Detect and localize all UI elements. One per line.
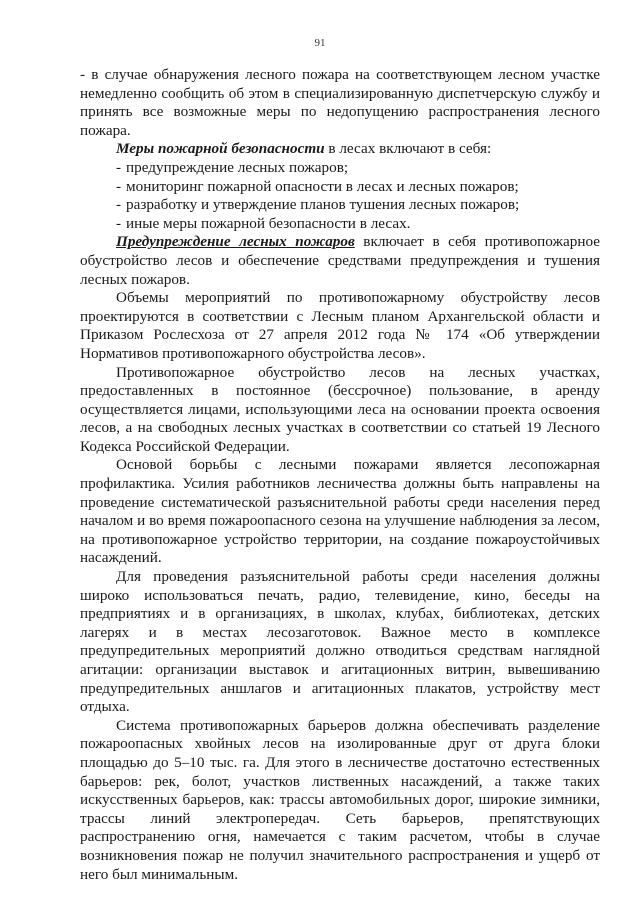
list-item-text: разработку и утверждение планов тушения лесных пожаров; (126, 196, 520, 214)
intro-dash: - (80, 66, 86, 83)
paragraph: Для проведения разъяснительной работы среди населения должны широко использоваться печать, радио, телевидение, кино, беседы на предприятиях и в организациях, в школах, клубах, библиотеках, детских лагерях и в местах лесозаготовок. Важное место в комплексе предупредительных мероприятий должно отводиться средствам наглядной агитации: организации выставок и агитационных витрин, вывешиванию предупредительных аншлагов и агитационных плакатов, устройству мест отдыха. (80, 568, 600, 716)
prevention-title: Предупреждение лесных пожаров (116, 233, 355, 251)
list-item-text: иные меры пожарной безопасности в лесах. (126, 214, 411, 232)
list-item-text: предупреждение лесных пожаров; (126, 158, 349, 176)
list-item (80, 215, 600, 234)
prevention-paragraph (80, 233, 600, 289)
list-dash: - (116, 214, 122, 232)
measures-title: Меры пожарной безопасности (116, 140, 325, 158)
page-number: 91 (314, 37, 326, 49)
document-body (80, 66, 600, 884)
list-item-text: мониторинг пожарной опасности в лесах и лесных пожаров; (126, 177, 519, 195)
paragraph: Основой борьбы с лесными пожарами является лесопожарная профилактика. Усилия работников лесничества должны быть направлены на проведение систематической разъяснительной работы среди населения перед началом и во время пожароопасного сезона на улучшение наблюдения за лесом, на противопожарное устройство территории, на создание пожароустойчивых насаждений. (80, 456, 600, 567)
paragraph: Объемы мероприятий по противопожарному обустройству лесов проектируются в соответствии с Лесным планом Архангельской области и Приказом Рослесхоза от 27 апреля 2012 года № 174 «Об утверждении Нормативов противопожарного обустройства лесов». (80, 289, 600, 362)
intro-text: в случае обнаружения лесного пожара на соответствующем лесном участке немедленно сообщить об этом в специализированную диспетчерскую службу и принять все возможные меры по недопущению распространения лесного пожара. (80, 66, 600, 139)
list-item (80, 159, 600, 178)
measures-lead-rest: в лесах включают в себя: (324, 140, 492, 158)
measures-lead (80, 140, 600, 159)
list-item (80, 178, 600, 197)
paragraph: Противопожарное обустройство лесов на лесных участках, предоставленных в постоянное (бессрочное) пользование, в аренду осуществляется лицами, использующими леса на основании проекта освоения лесов, а на свободных лесных участках в соответствии со статьей 19 Лесного Кодекса Российской Федерации. (80, 363, 600, 455)
paragraph: Система противопожарных барьеров должна обеспечивать разделение пожароопасных хвойных лесов на изолированные друг от друга блоки площадью до 5–10 тыс. га. Для этого в лесничестве достаточно естественных барьеров: рек, болот, участков лиственных насаждений, а также таких искусственных барьеров, как: трассы автомобильных дорог, широкие зимники, трассы линий электропередач. Сеть барьеров, препятствующих распространению огня, намечается с таким расчетом, чтобы в случае возникновения пожар не получил значительного распространения и ущерб от него был минимальным. (80, 716, 600, 883)
list-dash: - (116, 196, 122, 214)
list-dash: - (116, 158, 122, 176)
list-dash: - (116, 177, 122, 195)
list-item (80, 196, 600, 215)
prevention-text: включает в себя противопожарное обустройство лесов и обеспечение средствами предупреждения и тушения лесных пожаров. (80, 233, 601, 288)
intro-paragraph (80, 66, 600, 140)
